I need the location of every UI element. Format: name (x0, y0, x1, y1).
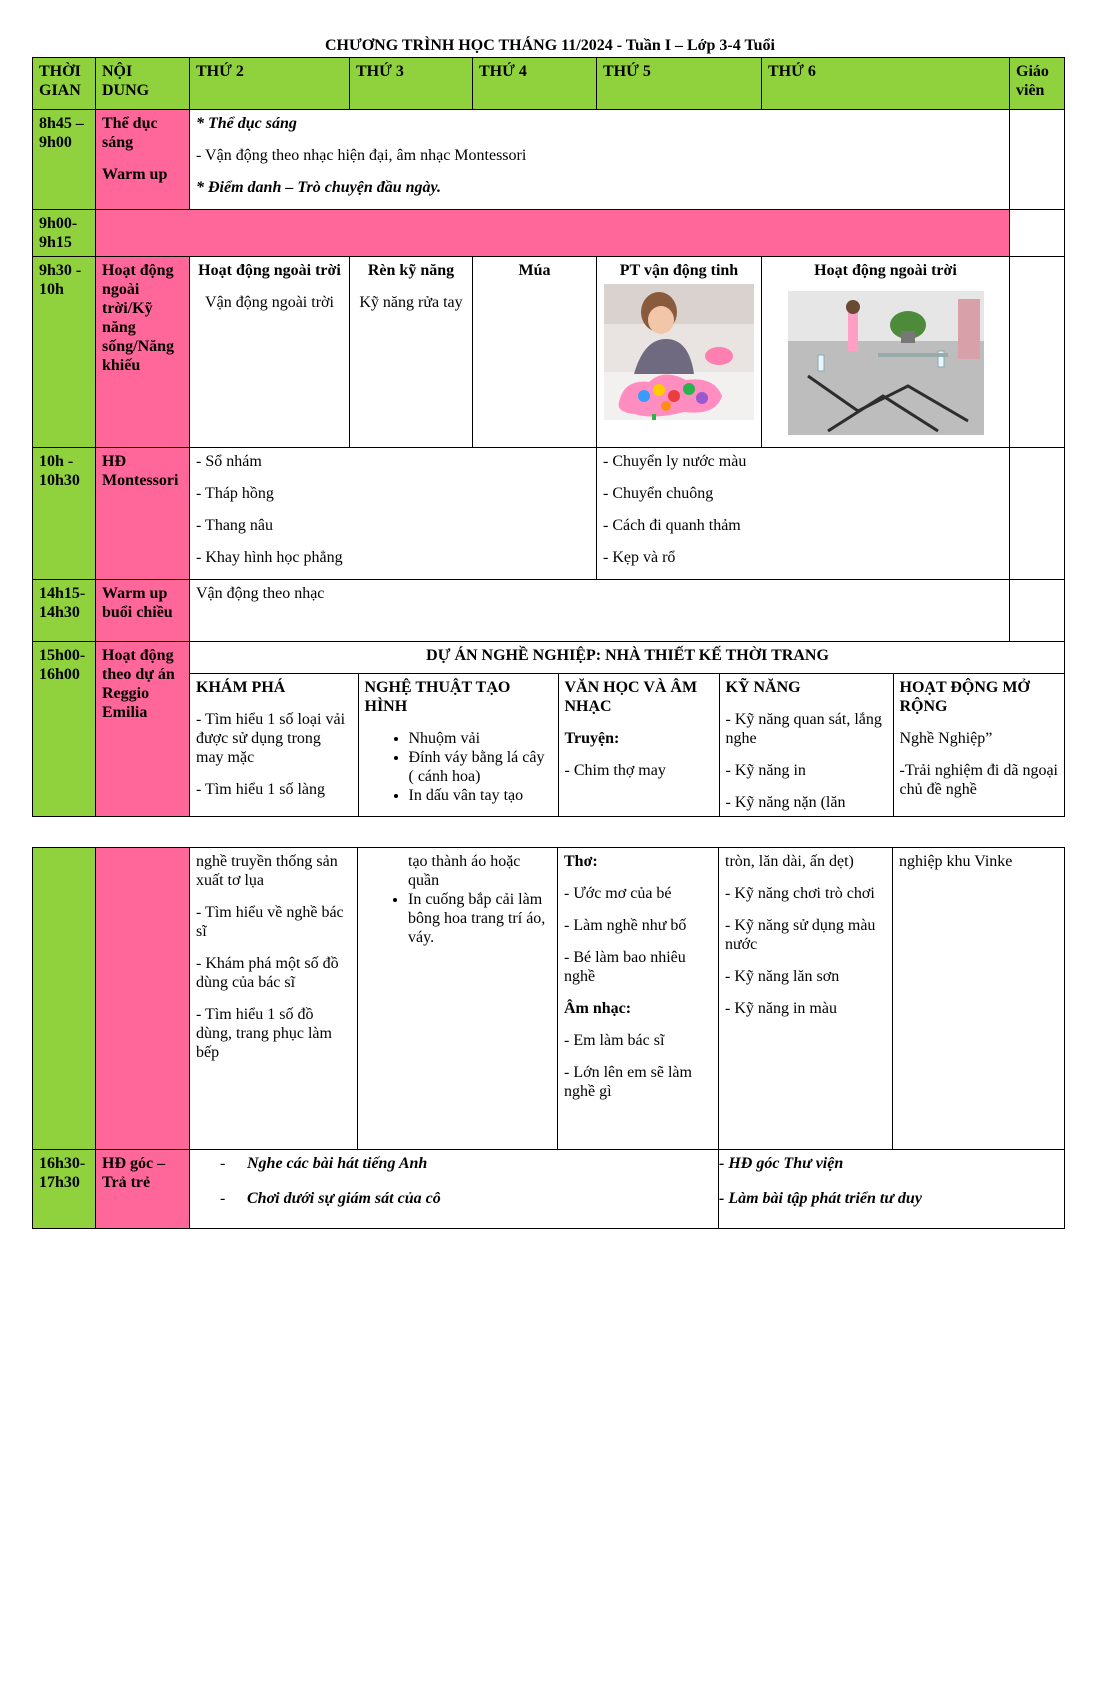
header-row (33, 58, 1065, 110)
montessori-time: 10h - 10h30 (33, 448, 96, 580)
morning-line-1: * Thể dục sáng (196, 115, 297, 132)
explore-item: - Khám phá một số đồ dùng của bác sĩ (196, 955, 339, 991)
explore-item: nghề truyền thống sản xuất tơ lụa (196, 853, 338, 889)
skill-item: - Kỹ năng in màu (725, 1000, 837, 1017)
header-content: NỘI DUNG (96, 58, 190, 110)
montessori-left-item: - Tháp hồng (196, 485, 274, 502)
warmup-content: Vận động theo nhạc (190, 580, 1010, 642)
outdoor-tue-text: Kỹ năng rửa tay (359, 294, 463, 311)
outdoor-teacher (1010, 257, 1065, 448)
outdoor-activity-photo (788, 291, 984, 435)
morning-label-2: Warm up (102, 166, 168, 183)
skill-item: - Kỹ năng sử dụng màu nước (725, 917, 876, 953)
montessori-right (597, 448, 1010, 580)
corner-label: HĐ góc – Trả trẻ (96, 1150, 190, 1229)
poem-item: - Bé làm bao nhiêu nghề (564, 949, 686, 985)
explore-col-cont (190, 848, 358, 1150)
art-col-cont (358, 848, 558, 1150)
outdoor-thu (597, 257, 762, 448)
schedule-table-part-1 (32, 57, 1065, 817)
header-time: THỜI GIAN (33, 58, 96, 110)
row-project (33, 642, 1065, 817)
corner-time: 16h30- 17h30 (33, 1150, 96, 1229)
montessori-left-item: - Khay hình học phẳng (196, 549, 343, 566)
corner-left-item: - Chơi dưới sự giám sát của cô (220, 1190, 441, 1207)
row-break (33, 210, 1065, 257)
montessori-right-item: - Cách đi quanh thảm (603, 517, 741, 534)
explore-item: - Tìm hiểu 1 số đồ dùng, trang phục làm bếp (196, 1006, 332, 1061)
extension-col (893, 673, 1065, 816)
outdoor-fri-title: Hoạt động ngoài trời (814, 262, 957, 279)
outdoor-wed-title: Múa (518, 262, 551, 279)
break-teacher (1010, 210, 1065, 257)
poem-item: - Làm nghề như bố (564, 917, 687, 934)
skill-item: tròn, lăn dài, ấn dẹt) (725, 853, 854, 870)
skill-item: - Kỹ năng in (725, 761, 806, 779)
corner-left-text: Chơi dưới sự giám sát của cô (247, 1190, 441, 1207)
row-project-continued (33, 848, 1065, 1150)
row-montessori (33, 448, 1065, 580)
montessori-left (190, 448, 597, 580)
poem-label: Thơ: (564, 853, 598, 870)
project-time: 15h00- 16h00 (33, 642, 96, 817)
montessori-right-item: - Kẹp và rổ (603, 549, 676, 566)
art-title: NGHỆ THUẬT TẠO HÌNH (364, 678, 511, 715)
corner-left-text: Nghe các bài hát tiếng Anh (247, 1155, 428, 1172)
literature-col (558, 673, 719, 816)
outdoor-mon-title: Hoạt động ngoài trời (198, 262, 341, 279)
skill-item: - Kỹ năng chơi trò chơi (725, 885, 875, 902)
explore-item: - Tìm hiểu về nghề bác sĩ (196, 904, 344, 940)
music-label: Âm nhạc: (564, 1000, 632, 1017)
music-item: - Em làm bác sĩ (564, 1032, 665, 1049)
art-col (358, 673, 558, 816)
explore-col (190, 673, 358, 816)
explore-item: - Tìm hiểu 1 số loại vải được sử dụng trong may mặc (196, 710, 346, 766)
corner-left-item: - Nghe các bài hát tiếng Anh (220, 1155, 428, 1172)
montessori-right-item: - Chuyển chuông (603, 485, 714, 502)
montessori-teacher (1010, 448, 1065, 580)
story-item: - Chim thợ may (564, 761, 666, 779)
corner-left (190, 1150, 719, 1229)
header-teacher: Giáo viên (1010, 58, 1065, 110)
header-day-mon: THỨ 2 (190, 58, 350, 110)
outdoor-mon-text: Vận động ngoài trời (205, 294, 334, 311)
extension-col-cont (893, 848, 1065, 1150)
art-item: • In cuống bắp cải làm bông hoa trang trí áo, váy. (408, 890, 551, 947)
outdoor-thu-title: PT vận động tinh (619, 262, 739, 279)
warmup-teacher (1010, 580, 1065, 642)
header-day-fri: THỨ 6 (762, 58, 1010, 110)
header-day-thu: THỨ 5 (597, 58, 762, 110)
project-inner-table (190, 642, 1065, 816)
corner-right (719, 1150, 1065, 1229)
literature-title: VĂN HỌC VÀ ÂM NHẠC (564, 678, 698, 715)
warmup-label: Warm up buổi chiều (96, 580, 190, 642)
morning-content (190, 110, 1010, 210)
skill-col (719, 673, 893, 816)
morning-label-1: Thể dục sáng (102, 115, 158, 151)
extension-title: HOẠT ĐỘNG MỞ RỘNG (899, 678, 1030, 715)
art-item: • In dấu vân tay tạo (409, 786, 552, 805)
extension-item: Nghề Nghiệp” (899, 729, 993, 747)
poem-item: - Ước mơ của bé (564, 885, 672, 902)
break-time: 9h00- 9h15 (33, 210, 96, 257)
schedule-table-part-2 (32, 847, 1065, 1229)
montessori-left-item: - Sổ nhám (196, 453, 262, 470)
extension-item: -Trải nghiệm đi dã ngoại chủ đề nghề (899, 761, 1058, 798)
explore-title: KHÁM PHÁ (196, 678, 286, 696)
montessori-left-item: - Thang nâu (196, 517, 274, 534)
art-item-cont: tạo thành áo hoặc quần (408, 853, 521, 889)
child-playing-photo (604, 284, 754, 420)
outdoor-label: Hoạt động ngoài trời/Kỹ năng sống/Năng khiếu (96, 257, 190, 448)
project-content (190, 642, 1065, 817)
row-afternoon-warmup (33, 580, 1065, 642)
page-title: CHƯƠNG TRÌNH HỌC THÁNG 11/2024 - Tuần I – Lớp 3-4 Tuổi (324, 37, 775, 54)
morning-line-3: * Điểm danh – Trò chuyện đầu ngày. (196, 179, 442, 196)
extension-item: nghiệp khu Vinke (899, 853, 1013, 870)
row-corner (33, 1150, 1065, 1229)
morning-time: 8h45 – 9h00 (33, 110, 96, 210)
project-label-cont (96, 848, 190, 1150)
row-outdoor (33, 257, 1065, 448)
project-label: Hoạt động theo dự án Reggio Emilia (96, 642, 190, 817)
project-time-cont (33, 848, 96, 1150)
art-list-cont (364, 890, 551, 947)
outdoor-tue-title: Rèn kỹ năng (367, 262, 455, 279)
skill-title: KỸ NĂNG (725, 678, 801, 696)
warmup-time: 14h15- 14h30 (33, 580, 96, 642)
skill-item: - Kỹ năng nặn (lăn (725, 793, 846, 811)
morning-teacher (1010, 110, 1065, 210)
explore-item: - Tìm hiểu 1 số làng (196, 780, 326, 798)
outdoor-time: 9h30 - 10h (33, 257, 96, 448)
corner-right-item: - HĐ góc Thư viện (719, 1155, 844, 1172)
outdoor-wed (473, 257, 597, 448)
story-label: Truyện: (564, 729, 620, 747)
skill-item: - Kỹ năng lăn sơn (725, 968, 840, 985)
row-morning (33, 110, 1065, 210)
outdoor-fri (762, 257, 1010, 448)
music-item: - Lớn lên em sẽ làm nghề gì (564, 1064, 692, 1100)
header-day-wed: THỨ 4 (473, 58, 597, 110)
morning-line-2: - Vận động theo nhạc hiện đại, âm nhạc Montessori (196, 147, 527, 164)
art-list (365, 729, 552, 805)
art-item: • Nhuộm vải (409, 729, 552, 748)
corner-right-item: - Làm bài tập phát triển tư duy (719, 1190, 922, 1207)
montessori-right-item: - Chuyển ly nước màu (603, 453, 747, 470)
outdoor-mon (190, 257, 350, 448)
skill-item: - Kỹ năng quan sát, lắng nghe (725, 710, 882, 747)
project-banner: DỰ ÁN NGHỀ NGHIỆP: NHÀ THIẾT KẾ THỜI TRANG (190, 642, 1065, 673)
morning-label (96, 110, 190, 210)
break-bar (96, 210, 1010, 257)
skill-col-cont (719, 848, 893, 1150)
outdoor-tue (350, 257, 473, 448)
art-item: • Đính váy bằng lá cây ( cánh hoa) (409, 748, 552, 786)
literature-col-cont (558, 848, 719, 1150)
header-day-tue: THỨ 3 (350, 58, 473, 110)
montessori-label: HĐ Montessori (96, 448, 190, 580)
